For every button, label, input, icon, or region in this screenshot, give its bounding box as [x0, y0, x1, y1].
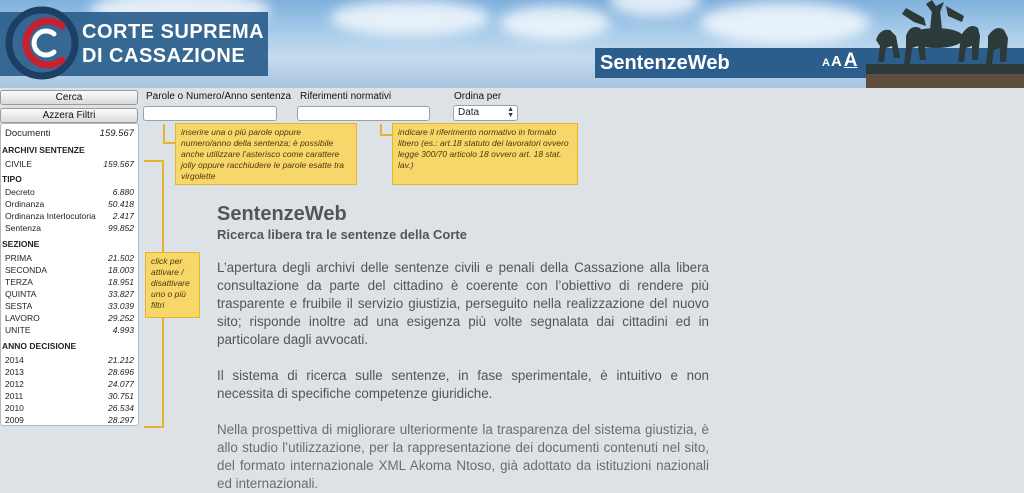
filter-count: 18.951 [108, 277, 134, 287]
filter-tipo-ordinanza-interlocutoria[interactable] [5, 211, 134, 221]
filter-label: 2011 [5, 391, 24, 401]
brand-title[interactable] [82, 20, 264, 68]
filter-label: LAVORO [5, 313, 40, 323]
filter-tipo-ordinanza[interactable] [5, 199, 134, 209]
cloud-decoration [700, 2, 870, 44]
norm-help-tooltip: indicare il riferimento normativo in formato libero (es.: art.18 statuto dei lavoratori ovvero legge 300/70 articolo 18 ovvero art. 18 stat. lav.) [392, 123, 578, 185]
filter-anno-2013[interactable] [5, 367, 134, 377]
words-label: Parole o Numero/Anno sentenza [146, 91, 292, 102]
filter-label: Ordinanza [5, 199, 45, 209]
documents-count [5, 129, 134, 139]
filter-anno-2011[interactable] [5, 391, 134, 401]
cloud-decoration [330, 0, 490, 36]
archivi-heading: ARCHIVI SENTENZE [2, 145, 85, 155]
filter-anno-2010[interactable] [5, 403, 134, 413]
cloud-decoration [610, 0, 700, 16]
tip-connector [144, 426, 164, 428]
filter-label: 2010 [5, 403, 24, 413]
select-arrows-icon: ▲ ▼ [507, 106, 514, 119]
reset-filters-button[interactable]: Azzera Filtri [0, 108, 138, 123]
filter-count: 29.252 [108, 313, 134, 323]
filter-sezione-seconda[interactable] [5, 265, 134, 275]
filter-label: Sentenza [5, 223, 41, 233]
filter-label: 2009 [5, 415, 24, 425]
sezione-heading: SEZIONE [2, 239, 40, 249]
norm-label: Riferimenti normativi [300, 91, 392, 102]
brand-line-2: DI CASSAZIONE [82, 45, 246, 67]
tip-connector [163, 142, 175, 144]
words-help-tooltip: inserire una o più parole oppure numero/anno della sentenza; è possibile anche utilizzare l’asterisco come carattere jolly oppure racchiudere le parole esatte tra virgolette [175, 123, 357, 185]
filter-count: 28.297 [108, 415, 134, 425]
cloud-decoration [500, 6, 610, 40]
filter-count: 30.751 [108, 391, 134, 401]
font-size-controls [822, 50, 858, 72]
order-label: Ordina per [454, 91, 502, 102]
order-select-value: Data [458, 107, 480, 118]
filter-archivio-civile[interactable] [5, 159, 134, 169]
filter-label: TERZA [5, 277, 33, 287]
filters-sidebar [0, 123, 139, 426]
intro-paragraph-2: Il sistema di ricerca sulle sentenze, in fase sperimentale, è intuitivo e non necessita di specifiche competenze giuridiche. [217, 368, 709, 401]
filter-sezione-unite[interactable] [5, 325, 134, 335]
filter-count: 18.003 [108, 265, 134, 275]
filter-sezione-prima[interactable] [5, 253, 134, 263]
filter-sezione-lavoro[interactable] [5, 313, 134, 323]
order-select[interactable] [453, 105, 518, 121]
intro-paragraph-1: L’apertura degli archivi delle sentenze civili e penali della Cassazione alla libera consultazione da parte del cittadino è coerente con l’obiettivo di rendere più trasparente e fruibile il servizio giustizia, perseguito nella realizzazione del nuovo sito; risponde inoltre ad una esigenza più volte segnalata dai cittadini ed in particolare dagli avvocati. [217, 260, 709, 347]
site-header [0, 0, 1024, 88]
search-button[interactable]: Cerca [0, 90, 138, 105]
documents-value: 159.567 [99, 128, 134, 139]
tip-connector [163, 124, 165, 144]
page-subtitle: Ricerca libera tra le sentenze della Corte [217, 227, 467, 242]
tipo-heading: TIPO [2, 174, 22, 184]
tip-connector [380, 134, 392, 136]
filter-count: 6.880 [112, 187, 134, 197]
filter-count: 99.852 [108, 223, 134, 233]
anno-heading: ANNO DECISIONE [2, 341, 77, 351]
filter-count: 21.502 [108, 253, 134, 263]
filter-count: 159.567 [103, 159, 134, 169]
font-size-large-button[interactable]: A [843, 50, 858, 71]
intro-paragraph-3: Nella prospettiva di migliorare ulteriormente la trasparenza del sistema giustizia, è allo studio l’utilizzazione, per la rappresentazione dei documenti contenuti nel sito, del formato internazionale XML Akoma Ntoso, già adottato da istituzioni nazionali ed internazionali. [217, 422, 709, 491]
site-name: SentenzeWeb [600, 52, 730, 74]
quadriga-statue-image [866, 0, 1024, 88]
filter-label: QUINTA [5, 289, 37, 299]
filter-count: 21.212 [108, 355, 134, 365]
words-input[interactable] [143, 106, 277, 121]
brand-line-1: CORTE SUPREMA [82, 21, 265, 43]
documents-label: Documenti [5, 128, 51, 139]
filter-label: PRIMA [5, 253, 32, 263]
filter-count: 26.534 [108, 403, 134, 413]
filter-count: 2.417 [112, 211, 134, 221]
intro-content [217, 203, 709, 493]
filter-anno-2012[interactable] [5, 379, 134, 389]
filter-count: 24.077 [108, 379, 134, 389]
filter-label: UNITE [5, 325, 31, 335]
filter-count: 50.418 [108, 199, 134, 209]
tip-connector [144, 160, 164, 162]
filter-label: 2014 [5, 355, 24, 365]
filter-sezione-terza[interactable] [5, 277, 134, 287]
filter-sezione-sesta[interactable] [5, 301, 134, 311]
filter-count: 28.696 [108, 367, 134, 377]
filter-count: 33.039 [108, 301, 134, 311]
font-size-small-button[interactable]: A [822, 57, 830, 69]
filter-label: SECONDA [5, 265, 48, 275]
filter-label: 2013 [5, 367, 24, 377]
filter-label: 2012 [5, 379, 24, 389]
filter-label: Decreto [5, 187, 35, 197]
filters-help-tooltip: click per attivare / disattivare uno o più filtri [145, 252, 200, 318]
filter-count: 33.827 [108, 289, 134, 299]
filter-tipo-sentenza[interactable] [5, 223, 134, 233]
cassazione-logo-icon[interactable] [4, 4, 80, 82]
filter-tipo-decreto[interactable] [5, 187, 134, 197]
page-title: SentenzeWeb [217, 203, 347, 225]
filter-sezione-quinta[interactable] [5, 289, 134, 299]
filter-anno-2014[interactable] [5, 355, 134, 365]
font-size-medium-button[interactable]: A [830, 53, 842, 70]
filter-label: SESTA [5, 301, 33, 311]
filter-anno-2009[interactable] [5, 415, 134, 425]
filter-label: CIVILE [5, 159, 32, 169]
filter-label: Ordinanza Interlocutoria [5, 211, 96, 221]
norm-input[interactable] [297, 106, 430, 121]
filter-count: 4.993 [112, 325, 134, 335]
